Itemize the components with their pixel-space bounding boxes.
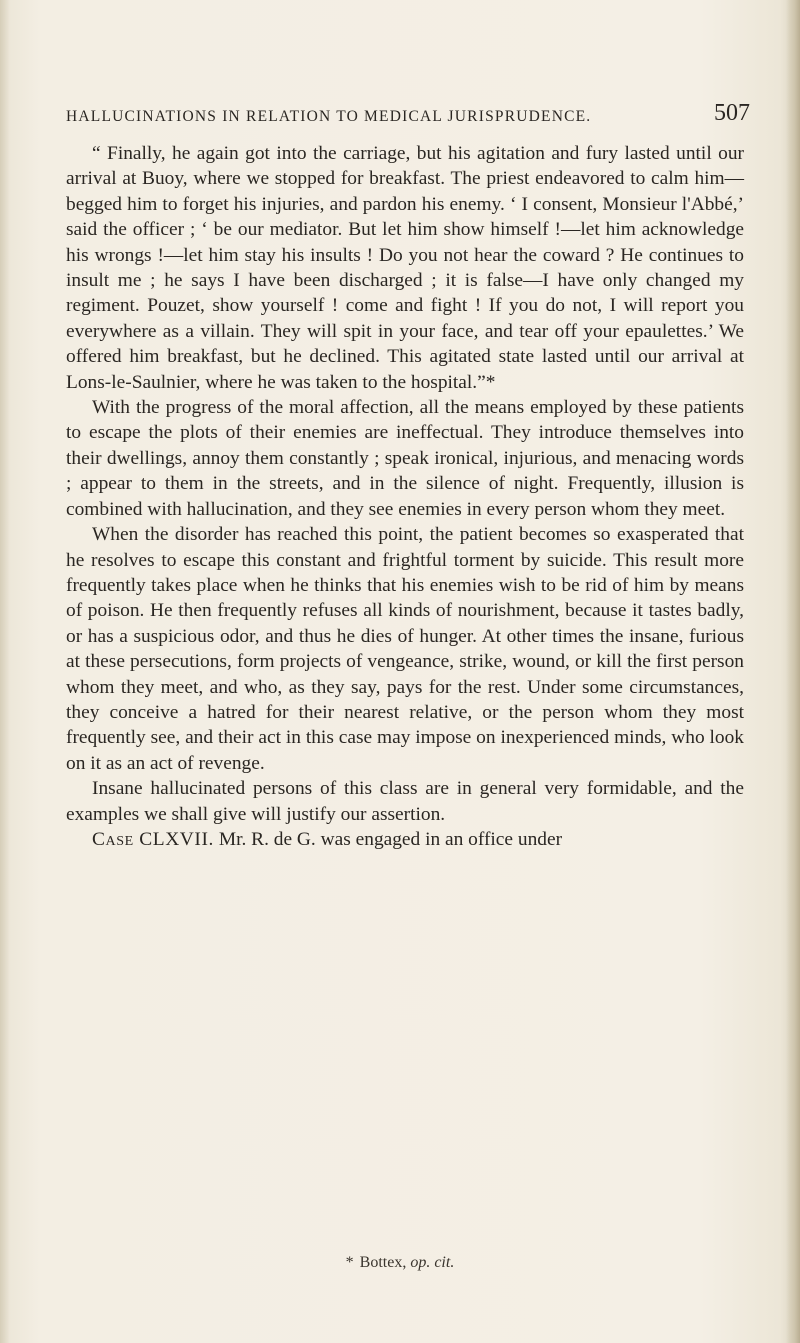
case-text: Mr. R. de G. was engaged in an office under <box>213 828 563 850</box>
footnote-author: Bottex, <box>359 1254 407 1271</box>
paragraph: When the disorder has reached this point, the patient becomes so exasperated that he resolves to escape this constant and frightful torment by suicide. This result more frequently takes place when he thinks that his enemies wish to be rid of him by means of poison. He then frequently refuses all kinds of nourishment, because it tastes badly, or has a suspicious odor, and thus he dies of hunger. At other times the insane, furious at these persecutions, form projects of vengeance, strike, wound, or kill the first person whom they meet, and who, as they say, pays for the rest. Under some circumstances, they conceive a hatred for their nearest relative, or the person whom they most frequently see, and their act in this case may impose on inexperienced minds, who look on it as an act of revenge. <box>66 524 744 774</box>
paragraph: With the progress of the moral affection, all the means employed by these patients to escape the plots of their enemies are ineffectual. They introduce themselves into their dwellings, annoy them constantly ; speak ironical, injurious, and menacing words ; appear to them in the streets, and in the silence of night. Frequently, illusion is combined with hallucination, and they see enemies in every person whom they meet. <box>66 397 744 520</box>
footnote <box>0 1254 800 1272</box>
case-paragraph <box>66 827 744 852</box>
paragraph: “ Finally, he again got into the carriage, but his agitation and fury lasted until our arrival at Buoy, where we stopped for breakfast. The priest endeavored to calm him—begged him to forget his injuries, and pardon his enemy. ‘ I consent, Monsieur l'Abbé,’ said the officer ; ‘ be our mediator. But let him show himself !—let him acknowledge his wrongs !—let him stay his insults ! Do you not hear the coward ? He continues to insult me ; he says I have been discharged ; it is false—I have only changed my regiment. Pouzet, show yourself ! come and fight ! If you do not, I will report you everywhere as a villain. They will spit in your face, and tear off your epaulettes.’ We offered him breakfast, but he declined. This agitated state lasted until our arrival at Lons-le-Saulnier, where he was taken to the hospital.”* <box>66 143 744 393</box>
footnote-marker: * <box>345 1254 354 1271</box>
page-gutter-shadow <box>0 0 10 1343</box>
paragraph: Insane hallucinated persons of this class are in general very formidable, and the examples we shall give will justify our assertion. <box>66 778 744 825</box>
page-edge-shadow <box>786 0 800 1343</box>
body-text <box>66 141 744 852</box>
footnote-citation: op. cit. <box>410 1254 455 1271</box>
case-label: Case CLXVII. <box>92 828 214 850</box>
page-header <box>66 100 756 134</box>
page-number: 507 <box>714 100 750 126</box>
running-head: HALLUCINATIONS IN RELATION TO MEDICAL JURISPRUDENCE. <box>66 108 592 125</box>
